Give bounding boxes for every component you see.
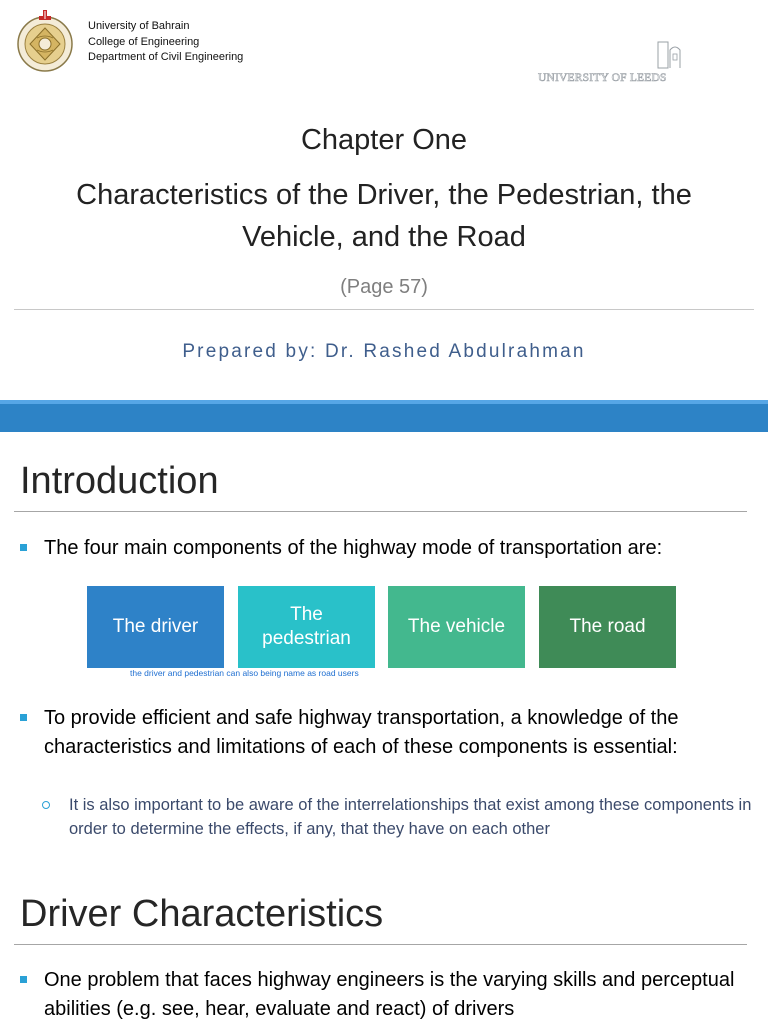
intro-sub-bullet-1-text: It is also important to be aware of the interrelationships that exist among these components in order to determine the effects, if any, that they have on each other [69, 796, 752, 838]
square-bullet-icon [20, 976, 27, 983]
college-name: College of Engineering [88, 35, 200, 48]
component-box-road [539, 586, 676, 668]
square-bullet-icon [20, 544, 27, 551]
intro-bullet-1-text: The four main components of the highway mode of transportation are: [44, 537, 663, 559]
component-label: The vehicle [407, 616, 506, 637]
component-label: The pedestrian [262, 604, 351, 649]
road-users-note: the driver and pedestrian can also being name as road users [130, 668, 359, 678]
leeds-building-icon [656, 40, 684, 70]
leeds-logo-text: UNIVERSITY OF LEEDS [538, 72, 667, 84]
intro-bullet-2-text: To provide efficient and safe highway transportation, a knowledge of the characteristics and limitations of each of these components is essential: [44, 707, 679, 758]
university-seal-icon [16, 8, 74, 74]
intro-heading-rule [14, 511, 747, 512]
university-name: University of Bahrain [88, 20, 190, 32]
circle-bullet-icon [42, 801, 50, 809]
intro-bullet-2 [20, 704, 750, 762]
component-label: The road [569, 616, 646, 637]
component-label: The driver [112, 616, 199, 637]
title-divider [14, 309, 754, 310]
driver-heading: Driver Characteristics [20, 893, 384, 935]
slide-band [0, 404, 768, 432]
components-diagram [87, 586, 687, 668]
page-reference: (Page 57) [340, 276, 428, 298]
prepared-by: Prepared by: Dr. Rashed Abdulrahman [182, 341, 586, 362]
intro-sub-bullet-1 [42, 793, 752, 841]
leeds-logo [538, 40, 688, 86]
square-bullet-icon [20, 714, 27, 721]
intro-bullet-1 [20, 534, 750, 563]
driver-bullet-1-text: One problem that faces highway engineers is the varying skills and perceptual abilities (e.g. see, hear, evaluate and react) of drivers [44, 969, 735, 1020]
driver-heading-rule [14, 944, 747, 945]
component-box-driver [87, 586, 224, 668]
intro-heading: Introduction [20, 460, 219, 502]
department-name: Department of Civil Engineering [88, 51, 244, 63]
chapter-subtitle: Characteristics of the Driver, the Pedestrian, the Vehicle, and the Road [76, 179, 692, 253]
chapter-title: Chapter One [300, 124, 468, 156]
component-box-pedestrian [238, 586, 375, 668]
component-box-vehicle [388, 586, 525, 668]
driver-bullet-1 [20, 966, 750, 1024]
university-info [88, 19, 243, 66]
